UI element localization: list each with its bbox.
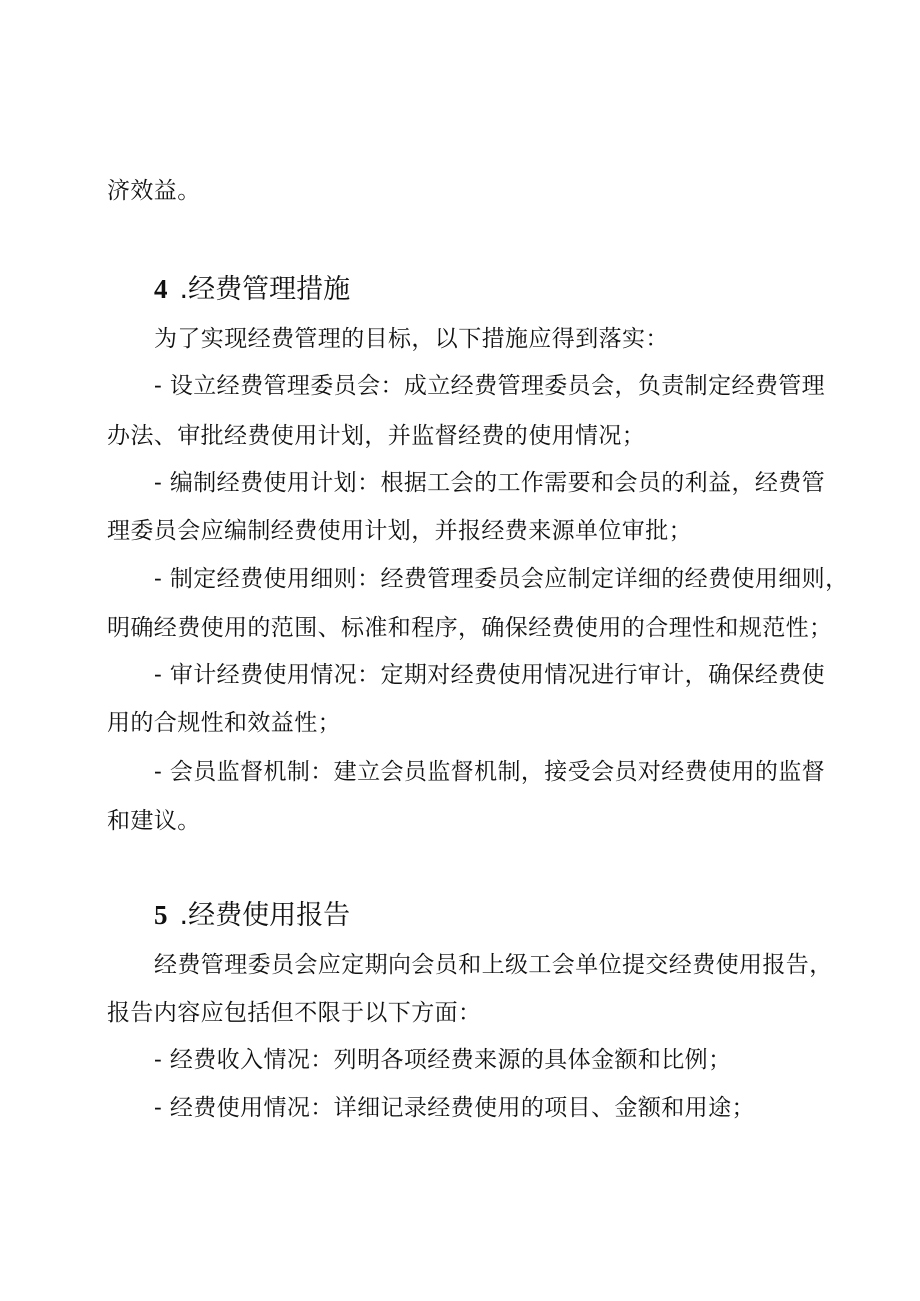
- section-number: 4: [154, 274, 168, 304]
- list-item-line: - 制定经费使用细则：经费管理委员会应制定详细的经费使用细则，: [154, 566, 849, 592]
- list-item-line: 理委员会应编制经费使用计划，并报经费来源单位审批；: [107, 518, 692, 544]
- list-item-line: 和建议。: [107, 808, 201, 834]
- list-item-line: 明确经费使用的范围、标准和程序，确保经费使用的合理性和规范性；: [107, 615, 833, 641]
- list-item-line: - 经费收入情况：列明各项经费来源的具体金额和比例；: [154, 1047, 732, 1073]
- section-number: 5: [154, 900, 168, 930]
- paragraph-line: 济效益。: [107, 178, 201, 204]
- list-item-line: - 设立经费管理委员会：成立经费管理委员会，负责制定经费管理: [154, 373, 826, 399]
- paragraph-line: 报告内容应包括但不限于以下方面：: [107, 1000, 482, 1026]
- section-heading-4: [154, 272, 350, 307]
- list-item-line: 用的合规性和效益性；: [107, 710, 341, 736]
- section-title: .经费管理措施: [179, 274, 351, 305]
- list-item-line: - 经费使用情况：详细记录经费使用的项目、金额和用途；: [154, 1095, 755, 1121]
- paragraph-line: 为了实现经费管理的目标，以下措施应得到落实：: [154, 326, 669, 352]
- list-item-line: - 会员监督机制：建立会员监督机制，接受会员对经费使用的监督: [154, 759, 826, 785]
- list-item-line: - 编制经费使用计划：根据工会的工作需要和会员的利益，经费管: [154, 470, 826, 496]
- section-title: .经费使用报告: [179, 900, 351, 931]
- section-heading-5: [154, 898, 350, 933]
- list-item-line: 办法、审批经费使用计划，并监督经费的使用情况；: [107, 423, 646, 449]
- paragraph-line: 经费管理委员会应定期向会员和上级工会单位提交经费使用报告，: [154, 952, 833, 978]
- list-item-line: - 审计经费使用情况：定期对经费使用情况进行审计，确保经费使: [154, 662, 826, 688]
